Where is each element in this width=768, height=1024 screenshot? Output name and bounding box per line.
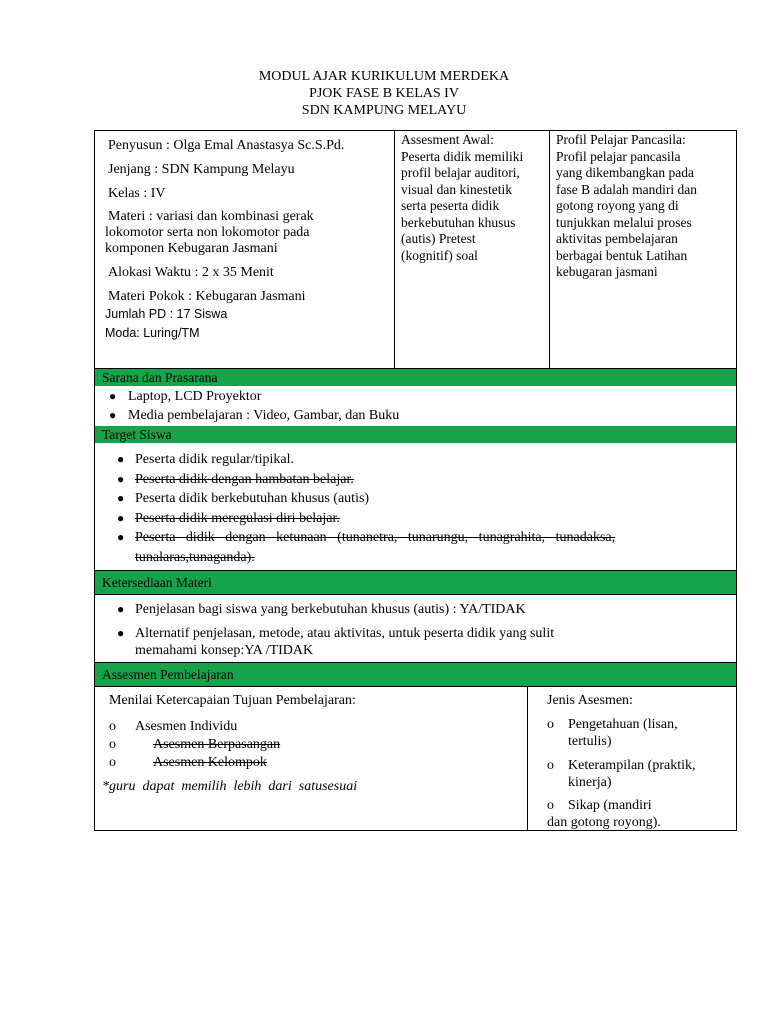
assesment-awal-line: serta peserta didik — [401, 198, 500, 213]
profil-line: kebugaran jasmani — [556, 264, 658, 279]
list-item: ● Media pembelajaran : Video, Gambar, dan Buku — [109, 408, 400, 423]
list-item: tunalaras,tunaganda). — [135, 549, 255, 565]
identity-cell — [95, 131, 395, 368]
sarana-list — [94, 386, 737, 426]
identity-row — [94, 130, 737, 369]
list-item: ● Peserta didik regular/tipikal. — [117, 452, 295, 467]
profil-line: berbagai bentuk Latihan — [556, 247, 688, 263]
list-item: ● Penjelasan bagi siswa yang berkebutuhan khusus (autis) : YA/TIDAK — [117, 602, 526, 617]
asesmen-criteria-cell — [95, 687, 528, 830]
list-item: ● Peserta didik dengan hambatan belajar. — [117, 471, 354, 487]
profil-line: tunjukkan melalui proses — [556, 214, 692, 230]
jenis-asesmen-item: o Pengetahuan (lisan, tertulis) — [547, 717, 678, 749]
target-list — [94, 443, 737, 570]
assesment-awal-cell — [395, 131, 550, 368]
module-table — [94, 130, 737, 831]
jenis-asesmen-item: o Sikap (mandiri dan gotong royong). — [547, 798, 661, 830]
profil-line: yang dikembangkan pada — [556, 165, 694, 180]
title-line-3: SDN KAMPUNG MELAYU — [301, 103, 467, 118]
profil-line: gotong royong yang di — [556, 198, 679, 213]
profil-line: fase B adalah mandiri dan — [556, 181, 697, 197]
ketersediaan-heading: Ketersediaan Materi — [94, 570, 737, 594]
ketersediaan-list — [94, 594, 737, 662]
title-line-2: PJOK FASE B KELAS IV — [309, 86, 459, 101]
asesmen-option: o Asesmen Kelompok — [109, 755, 267, 770]
sarana-heading: Sarana dan Prasarana — [94, 369, 737, 386]
jenis-asesmen-cell — [527, 687, 736, 830]
moda: Moda: Luring/TM — [105, 326, 200, 340]
jumlah-pd: Jumlah PD : 17 Siswa — [105, 307, 228, 321]
kelas: Kelas : IV — [108, 186, 166, 201]
asesmen-option: o Asesmen Individu — [109, 719, 238, 734]
profil-pelajar-cell — [550, 131, 736, 368]
asesmen-note: *guru dapat memilih lebih dari satusesuai — [102, 779, 358, 794]
list-item: ● Peserta didik dengan ketunaan (tunanetra, tunarungu, tunagrahita, tunadaksa, — [117, 530, 616, 545]
assesment-awal-line: (kognitif) soal — [401, 247, 478, 263]
assesment-awal-line: berkebutuhan khusus — [401, 214, 516, 230]
title-line-1: MODUL AJAR KURIKULUM MERDEKA — [258, 69, 510, 84]
jenis-asesmen-item: o Keterampilan (praktik, kinerja) — [547, 758, 696, 790]
assesment-awal-line: profil belajar auditori, — [401, 165, 520, 180]
asesmen-option: o Asesmen Berpasangan — [109, 737, 281, 752]
list-item: ● Peserta didik berkebutuhan khusus (autis) — [117, 491, 370, 506]
asesmen-heading: Assesmen Pembelajaran — [94, 662, 737, 686]
asesmen-left-title: Menilai Ketercapaian Tujuan Pembelajaran: — [109, 693, 356, 708]
profil-line: aktivitas pembelajaran — [556, 231, 678, 246]
target-heading: Target Siswa — [94, 426, 737, 443]
assesment-awal-line: (autis) Pretest — [401, 231, 476, 246]
profil-line: Profil Pelajar Pancasila: — [556, 132, 686, 147]
penyusun: Penyusun : Olga Emal Anastasya Sc.S.Pd. — [108, 138, 345, 153]
assesment-awal-line: Assesment Awal: — [401, 132, 494, 147]
materi-pokok: Materi Pokok : Kebugaran Jasmani — [108, 289, 306, 304]
document-title — [0, 68, 768, 119]
jenis-asesmen-title: Jenis Asesmen: — [547, 693, 633, 708]
alokasi-waktu: Alokasi Waktu : 2 x 35 Menit — [108, 265, 274, 280]
materi: Materi : variasi dan kombinasi gerak lokomotor serta non lokomotor pada komponen Kebugaran Jasmani — [105, 209, 314, 256]
list-item: ● Laptop, LCD Proyektor — [109, 389, 262, 404]
assesment-awal-line: Peserta didik memiliki — [401, 148, 524, 164]
list-item: ● Peserta didik meregulasi diri belajar. — [117, 510, 340, 526]
asesmen-row — [94, 686, 737, 831]
profil-line: Profil pelajar pancasila — [556, 148, 681, 164]
list-item: ● Alternatif penjelasan, metode, atau aktivitas, untuk peserta didik yang sulit memahami konsep:YA /TIDAK — [117, 626, 555, 658]
jenjang: Jenjang : SDN Kampung Melayu — [108, 162, 295, 177]
assesment-awal-line: visual dan kinestetik — [401, 181, 512, 197]
